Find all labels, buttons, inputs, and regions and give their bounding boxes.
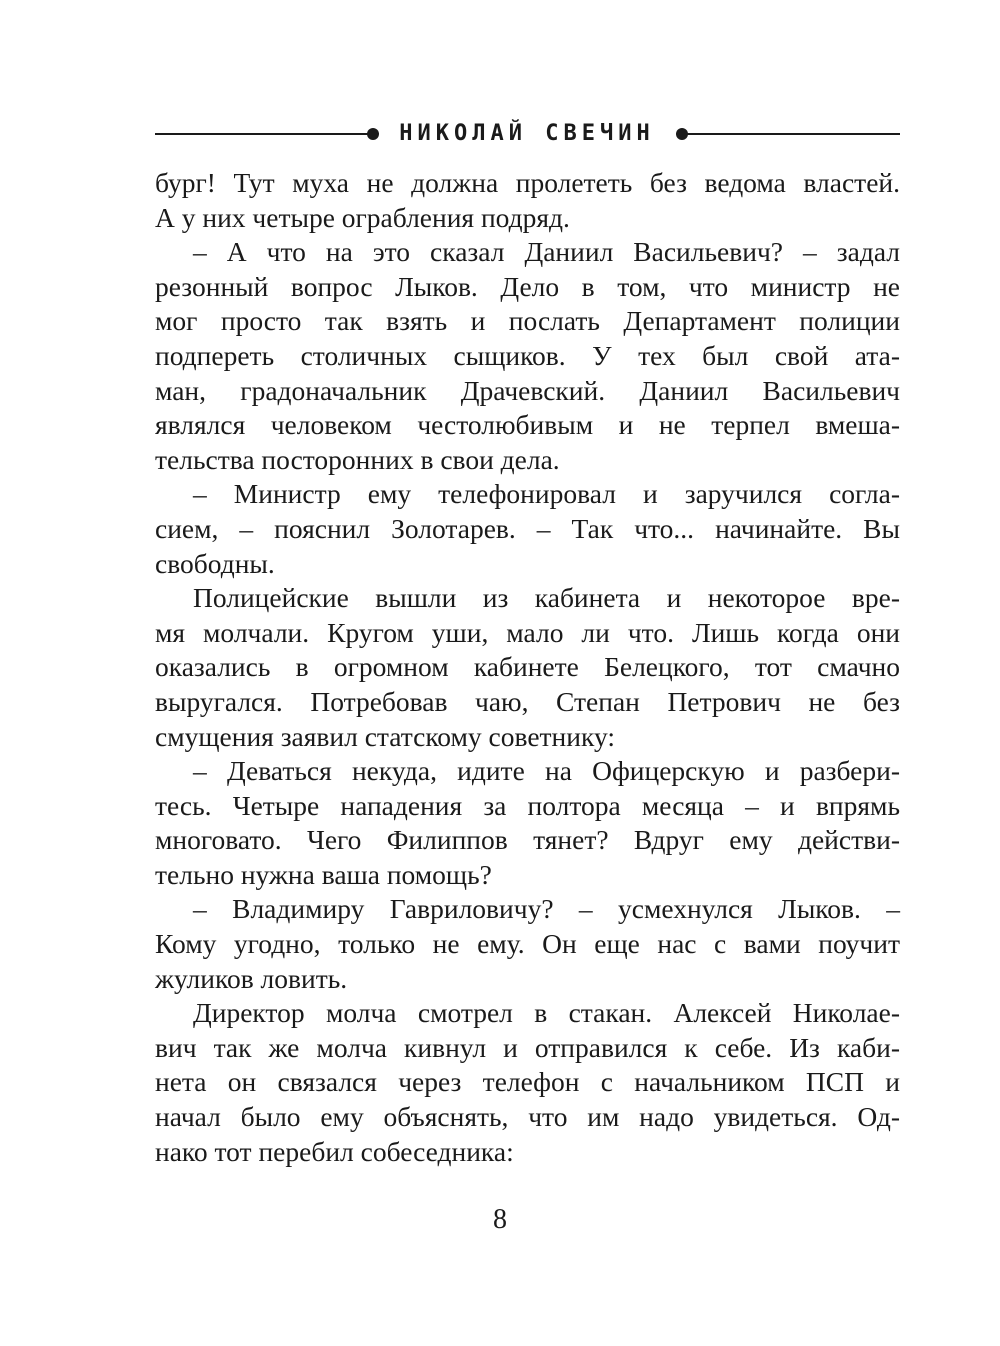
- text-line: начал было ему объяснять, что им надо увидеться. Од-: [155, 1101, 900, 1133]
- text-line: жуликов ловить.: [155, 962, 348, 994]
- body-text: [155, 166, 900, 1169]
- text-line: – А что на это сказал Даниил Васильевич? – задал: [193, 236, 900, 268]
- header-rule-right: [685, 133, 900, 135]
- text-line: тесь. Четыре нападения за полтора месяца – и впрямь: [155, 789, 900, 821]
- text-line: мог просто так взять и послать Департамент полиции: [155, 305, 900, 337]
- text-line: Кому угодно, только не ему. Он еще нас с вами поучит: [155, 928, 900, 960]
- text-line: – Деваться некуда, идите на Офицерскую и разбери-: [193, 755, 900, 787]
- header-rule-left: [155, 133, 370, 135]
- text-line: свободны.: [155, 547, 275, 579]
- text-line: мя молчали. Кругом уши, мало ли что. Лишь когда они: [155, 616, 900, 648]
- text-line: являлся человеком честолюбивым и не терпел вмеша-: [155, 409, 900, 441]
- text-line: тельно нужна ваша помощь?: [155, 858, 492, 890]
- text-line: выругался. Потребовав чаю, Степан Петрович не без: [155, 685, 900, 717]
- text-line: А у них четыре ограбления подряд.: [155, 201, 570, 233]
- text-line: вич так же молча кивнул и отправился к себе. Из каби-: [155, 1031, 900, 1063]
- text-line: оказались в огромном кабинете Белецкого, тот смачно: [155, 651, 900, 683]
- text-line: многовато. Чего Филиппов тянет? Вдруг ему действи-: [155, 824, 900, 856]
- text-line: подпереть столичных сыщиков. У тех был свой ата-: [155, 339, 900, 371]
- running-header: [155, 116, 900, 152]
- text-line: бург! Тут муха не должна пролететь без ведома властей.: [155, 167, 900, 198]
- text-line: резонный вопрос Лыков. Дело в том, что министр не: [155, 270, 900, 302]
- text-line: – Министр ему телефонировал и заручился согла-: [193, 478, 900, 510]
- text-line: нако тот перебил собеседника:: [155, 1135, 514, 1167]
- text-line: Директор молча смотрел в стакан. Алексей Николае-: [193, 997, 900, 1029]
- text-line: – Владимиру Гавриловичу? – усмехнулся Лыков. –: [193, 893, 900, 925]
- text-line: сием, – пояснил Золотарев. – Так что... начинайте. Вы: [155, 512, 900, 544]
- page-number: 8: [493, 1204, 507, 1235]
- text-line: ман, градоначальник Драчевский. Даниил Васильевич: [155, 374, 900, 406]
- text-line: нета он связался через телефон с начальником ПСП и: [155, 1066, 900, 1098]
- header-bullet-left: [367, 128, 379, 140]
- text-line: тельства посторонних в свои дела.: [155, 443, 560, 475]
- text-line: Полицейские вышли из кабинета и некоторое вре-: [193, 582, 900, 614]
- running-header-author: НИКОЛАЙ СВЕЧИН: [399, 121, 655, 146]
- text-line: смущения заявил статскому советнику:: [155, 720, 615, 752]
